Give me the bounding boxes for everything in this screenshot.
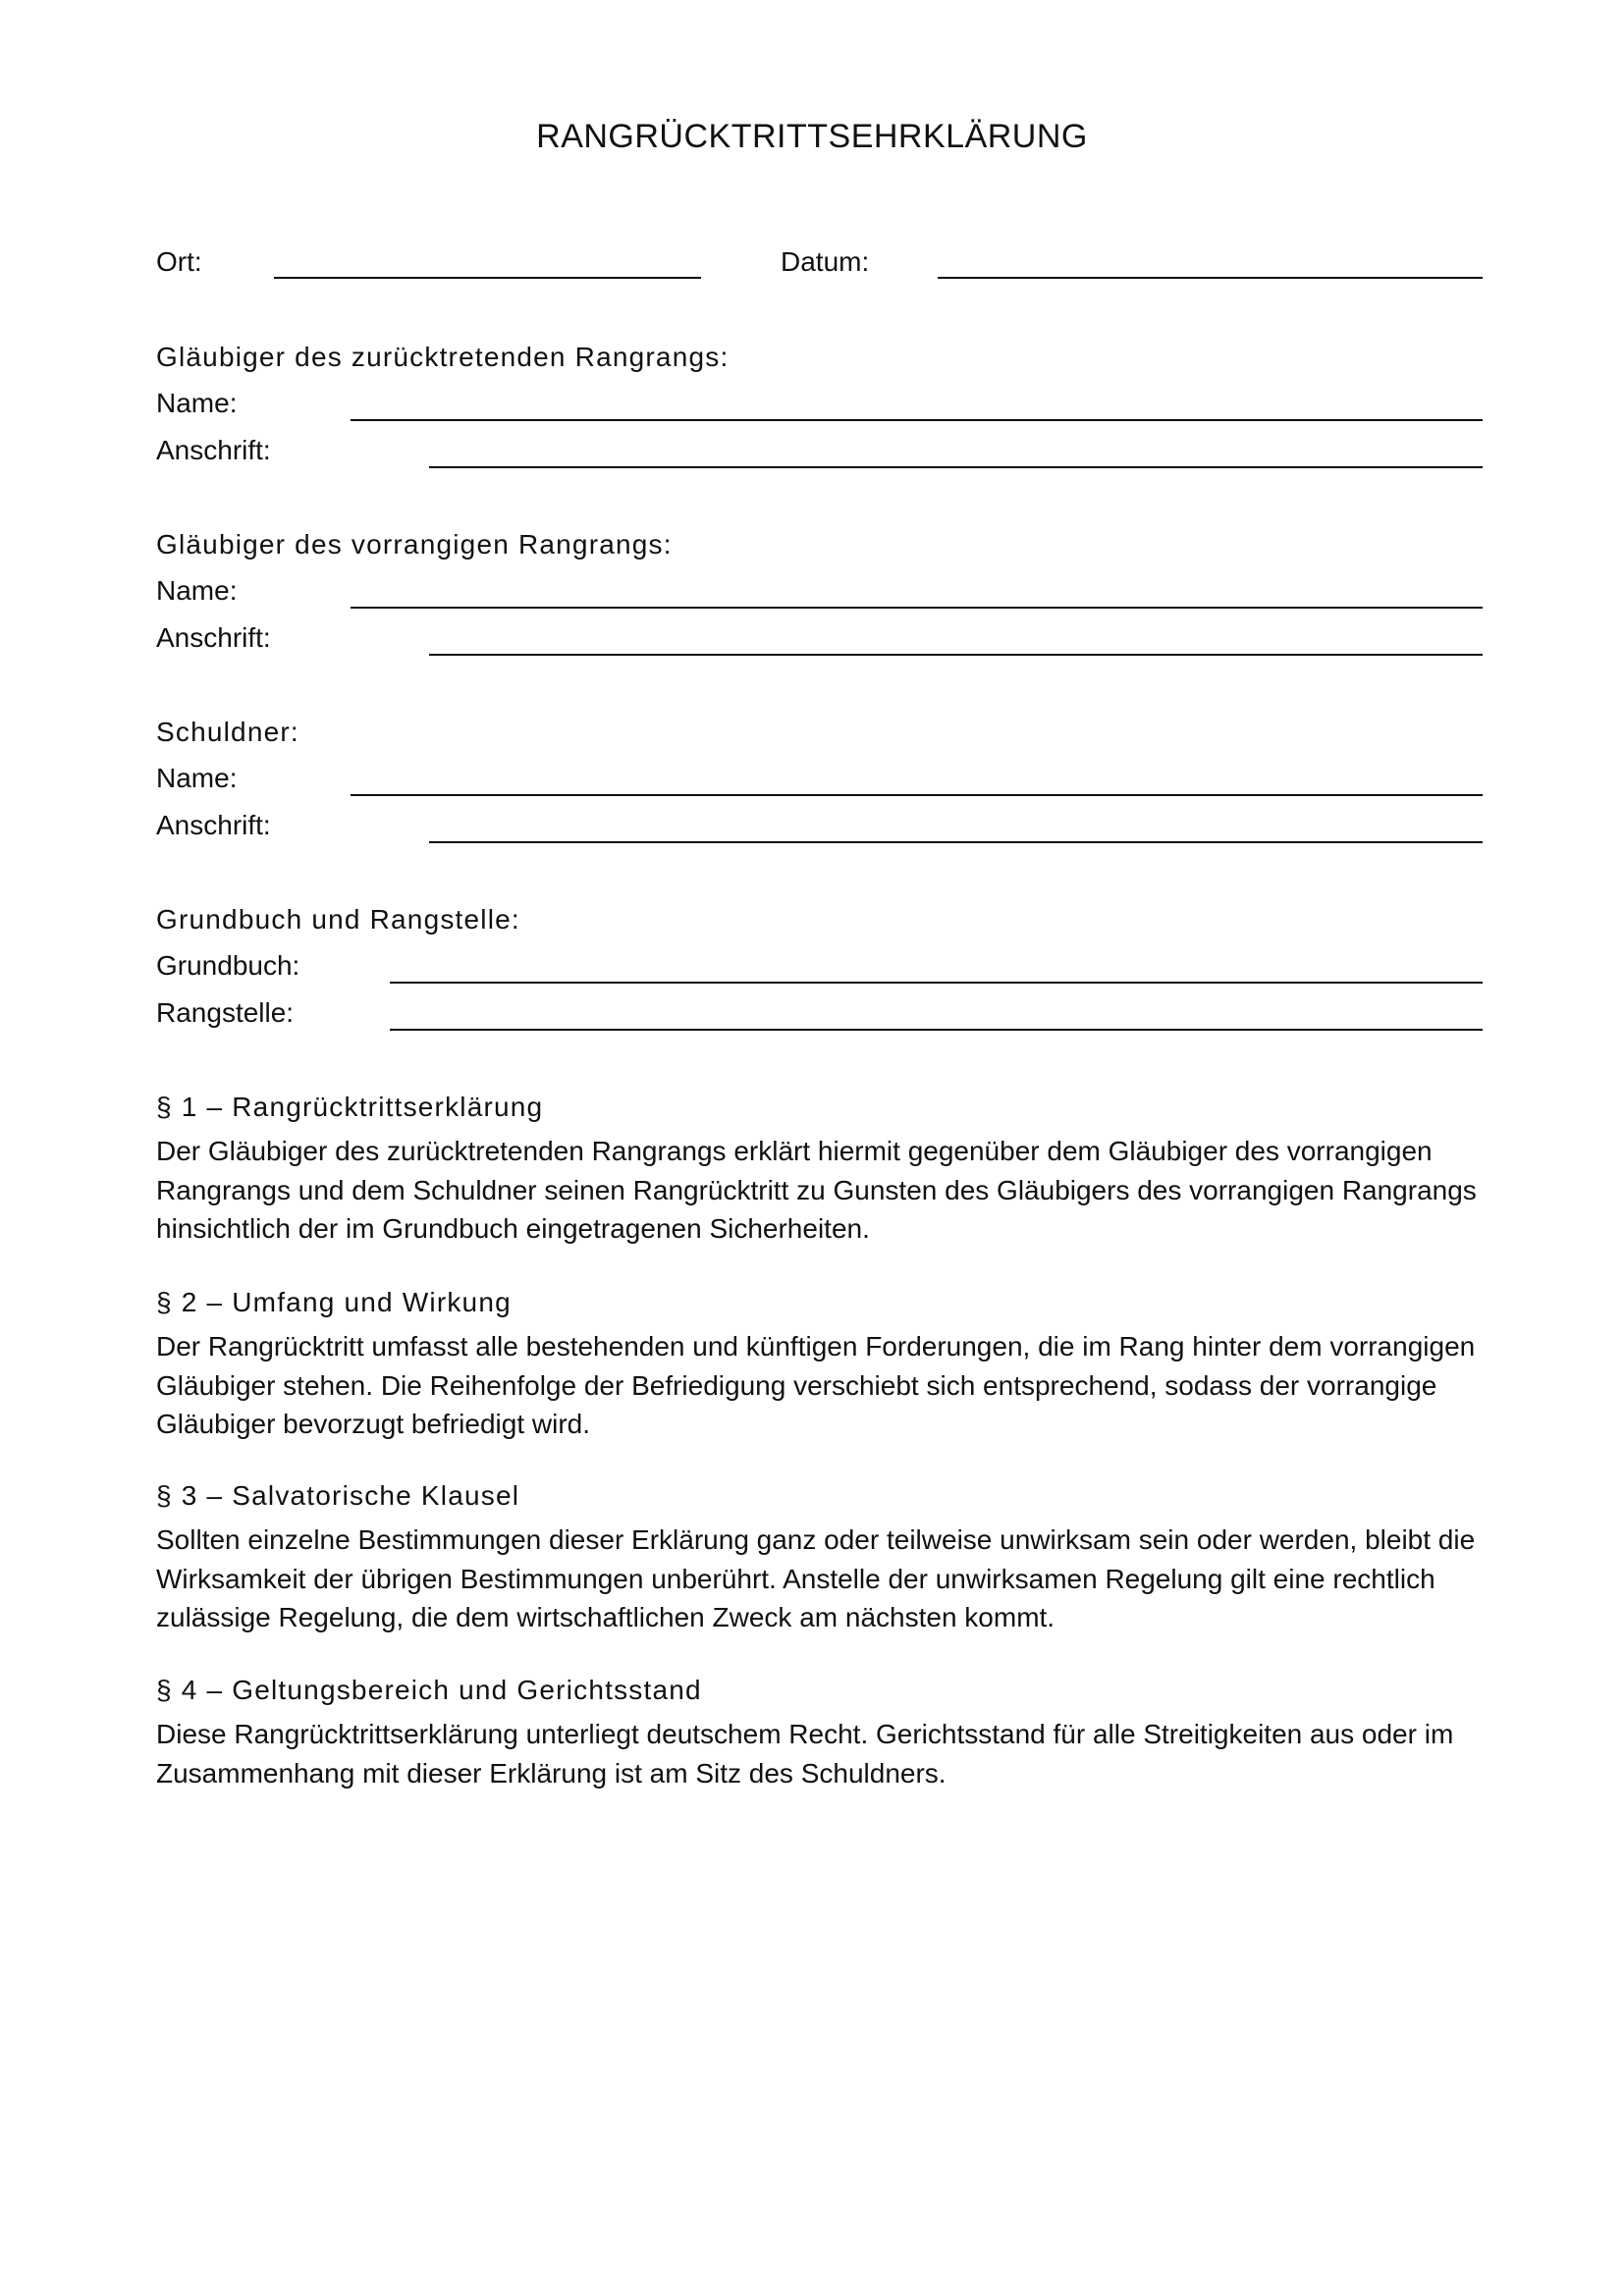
rangstelle-label: Rangstelle: xyxy=(156,997,295,1028)
clause-3-text: Sollten einzelne Bestimmungen dieser Erklärung ganz oder teilweise unwirksam sein oder werden, bleibt die Wirksamkeit der übrigen Bestimmungen unberührt. Anstelle der unwirksamen Regelung gilt eine rechtlich zulässige Regelung, die dem wirtschaftlichen Zweck am nächsten kommt. xyxy=(156,1524,1476,1632)
clause-2-heading: § 2 – Umfang und Wirkung xyxy=(156,1287,512,1317)
name-label: Name: xyxy=(156,763,238,793)
name-field-line[interactable] xyxy=(351,607,1483,609)
clause-4-heading: § 4 – Geltungsbereich und Gerichtsstand xyxy=(156,1675,702,1705)
clause-1-heading: § 1 – Rangrücktrittserklärung xyxy=(156,1092,544,1122)
clause-3-heading: § 3 – Salvatorische Klausel xyxy=(156,1480,520,1511)
anschrift-field-line[interactable] xyxy=(429,654,1483,656)
datum-label: Datum: xyxy=(781,246,870,277)
name-field-line[interactable] xyxy=(351,794,1483,796)
rangstelle-field-line[interactable] xyxy=(390,1029,1483,1031)
anschrift-field-line[interactable] xyxy=(429,841,1483,843)
grundbuch-field-line[interactable] xyxy=(390,982,1483,984)
section-heading-vorrangiger-glaeubiger: Gläubiger des vorrangigen Rangrangs: xyxy=(156,529,673,560)
name-label: Name: xyxy=(156,388,238,418)
document-title: RANGRÜCKTRITTSEHRKLÄRUNG xyxy=(536,118,1088,155)
clause-1-text: Der Gläubiger des zurücktretenden Rangrangs erklärt hiermit gegenüber dem Gläubiger des vorrangigen Rangrangs und dem Schuldner seinen Rangrücktritt zu Gunsten des Gläubigers des vorrangigen Rangrangs hinsichtlich der im Grundbuch eingetragenen Sicherheiten. xyxy=(156,1136,1477,1244)
anschrift-label: Anschrift: xyxy=(156,622,271,653)
ort-label: Ort: xyxy=(156,246,202,277)
ort-field-line[interactable] xyxy=(274,277,701,279)
clause-2-text: Der Rangrücktritt umfasst alle bestehenden und künftigen Forderungen, die im Rang hinter dem vorrangigen Gläubiger stehen. Die Reihenfolge der Befriedigung verschiebt sich entsprechend, sodass der vorrangige Gläubiger bevorzugt befriedigt wird. xyxy=(156,1331,1476,1439)
name-label: Name: xyxy=(156,575,238,606)
anschrift-label: Anschrift: xyxy=(156,435,271,465)
datum-field-line[interactable] xyxy=(938,277,1483,279)
section-heading-grundbuch-rangstelle: Grundbuch und Rangstelle: xyxy=(156,904,520,934)
section-heading-zuruecktretender-glaeubiger: Gläubiger des zurücktretenden Rangrangs: xyxy=(156,342,730,372)
name-field-line[interactable] xyxy=(351,419,1483,421)
grundbuch-label: Grundbuch: xyxy=(156,950,300,981)
clause-4-text: Diese Rangrücktrittserklärung unterliegt deutschem Recht. Gerichtsstand für alle Streitigkeiten aus oder im Zusammenhang mit dieser Erklärung ist am Sitz des Schuldners. xyxy=(156,1719,1454,1789)
anschrift-label: Anschrift: xyxy=(156,810,271,840)
anschrift-field-line[interactable] xyxy=(429,466,1483,468)
section-heading-schuldner: Schuldner: xyxy=(156,717,299,747)
